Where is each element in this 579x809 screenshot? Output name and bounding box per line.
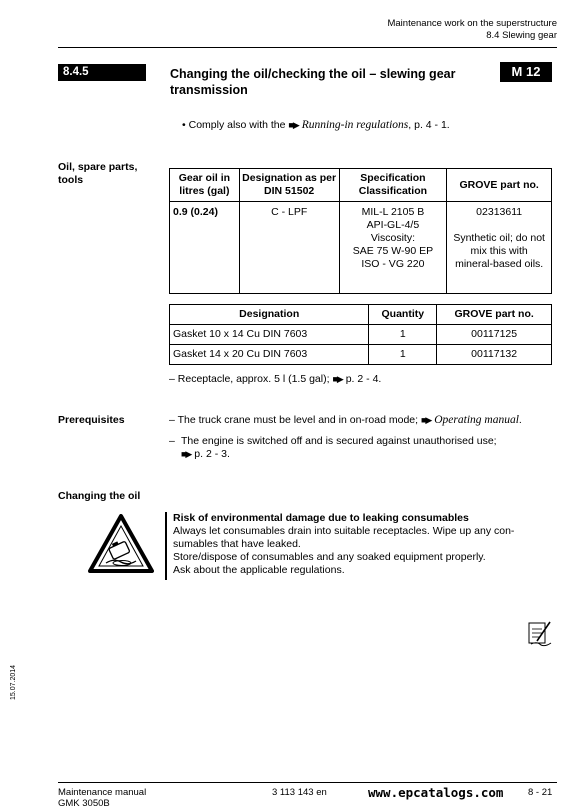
reference-arrow-icon: ■▶ (288, 120, 299, 130)
footer-doc-number: 3 113 143 en (272, 787, 327, 798)
oil-specification (339, 202, 447, 294)
period: . (518, 414, 522, 426)
spec-line: MIL-L 2105 B (361, 206, 425, 218)
receptacle-reference-link[interactable]: p. 2 - 4. (345, 373, 382, 385)
oil-table (169, 168, 552, 294)
oil-note: Synthetic oil; do not mix this with mineral-based oils. (453, 232, 545, 270)
oil-part-no: 02313611 (476, 206, 523, 218)
prerequisite-text: The engine is switched off and is secured against unauthorised use; (181, 435, 497, 447)
watermark-link[interactable]: www.epcatalogs.com (368, 785, 504, 800)
comply-reference-link[interactable]: Running-in regulations (301, 119, 409, 131)
dash: – (169, 414, 175, 426)
reference-arrow-icon: ■▶ (181, 449, 192, 459)
environment-warning-icon (88, 514, 154, 574)
comply-prefix: Comply also with the (188, 119, 286, 131)
footer-manual-title: Maintenance manual (58, 787, 147, 798)
prerequisite-item (169, 414, 554, 427)
header-rule (58, 47, 557, 48)
header-designation: Designation as per DIN 51502 (239, 169, 339, 202)
oil-quantity: 0.9 (0.24) (170, 202, 240, 294)
oil-part-cell (447, 202, 552, 294)
table-row (170, 202, 552, 294)
part-designation: Gasket 14 x 20 Cu DIN 7603 (170, 345, 369, 365)
header-specification: Specification Classification (339, 169, 447, 202)
changing-oil-label: Changing the oil (58, 490, 141, 502)
maintenance-code-badge: M 12 (500, 62, 552, 82)
dash: – (169, 373, 175, 385)
spec-line: API-GL-4/5 (366, 219, 420, 231)
section-title: Changing the oil/checking the oil – slewing gear transmission (170, 67, 456, 97)
page-number: 8 - 21 (528, 787, 553, 798)
notes-icon (527, 619, 553, 647)
prerequisite-item (169, 435, 554, 461)
warning-line: sumables that have leaked. (173, 538, 301, 550)
revision-date: 15.07.2014 (10, 664, 17, 700)
warning-line: Store/dispose of consumables and any soaked equipment properly. (173, 551, 486, 563)
comply-suffix: , p. 4 - 1. (408, 119, 450, 131)
dash: – (169, 435, 175, 447)
page-header (387, 18, 557, 42)
spec-line: Viscosity: (370, 232, 415, 244)
part-number: 00117125 (437, 325, 552, 345)
spec-line: ISO - VG 220 (361, 258, 425, 270)
parts-table-header (170, 305, 552, 325)
prerequisite-reference-link[interactable]: p. 2 - 3. (194, 448, 230, 460)
oil-table-header (170, 169, 552, 202)
reference-arrow-icon: ■▶ (420, 415, 432, 425)
warning-line: Always let consumables drain into suitable receptacles. Wipe up any con- (173, 525, 515, 537)
operating-manual-link[interactable]: Operating manual (434, 414, 519, 426)
warning-bar (165, 512, 167, 580)
table-row (170, 325, 552, 345)
receptacle-text: Receptacle, approx. 5 l (1.5 gal); (177, 373, 330, 385)
header-gear-oil: Gear oil in litres (gal) (170, 169, 240, 202)
reference-arrow-icon: ■▶ (332, 374, 343, 384)
part-designation: Gasket 10 x 14 Cu DIN 7603 (170, 325, 369, 345)
comply-note (182, 119, 450, 132)
parts-table (169, 304, 552, 365)
header-part-no: GROVE part no. (437, 305, 552, 325)
footer-rule (58, 782, 557, 783)
warning-title: Risk of environmental damage due to leaking consumables (173, 512, 469, 524)
part-number: 00117132 (437, 345, 552, 365)
oil-parts-label: Oil, spare parts, tools (58, 161, 138, 186)
footer-manual (58, 787, 146, 809)
header-part-no: GROVE part no. (447, 169, 552, 202)
header-quantity: Quantity (369, 305, 437, 325)
receptacle-item (169, 373, 381, 386)
header-section: 8.4 Slewing gear (486, 30, 557, 41)
table-row (170, 345, 552, 365)
section-number: 8.4.5 (58, 64, 146, 81)
header-chapter: Maintenance work on the superstructure (387, 18, 557, 29)
header-designation: Designation (170, 305, 369, 325)
prerequisite-text: The truck crane must be level and in on-road mode; (177, 414, 419, 426)
footer-model: GMK 3050B (58, 798, 110, 809)
warning-line: Ask about the applicable regulations. (173, 564, 345, 576)
spec-line: SAE 75 W-90 EP (352, 245, 434, 257)
prerequisites-label: Prerequisites (58, 414, 125, 426)
part-quantity: 1 (369, 345, 437, 365)
warning-block (173, 512, 558, 577)
oil-designation: C - LPF (239, 202, 339, 294)
bullet: • (182, 119, 186, 131)
part-quantity: 1 (369, 325, 437, 345)
